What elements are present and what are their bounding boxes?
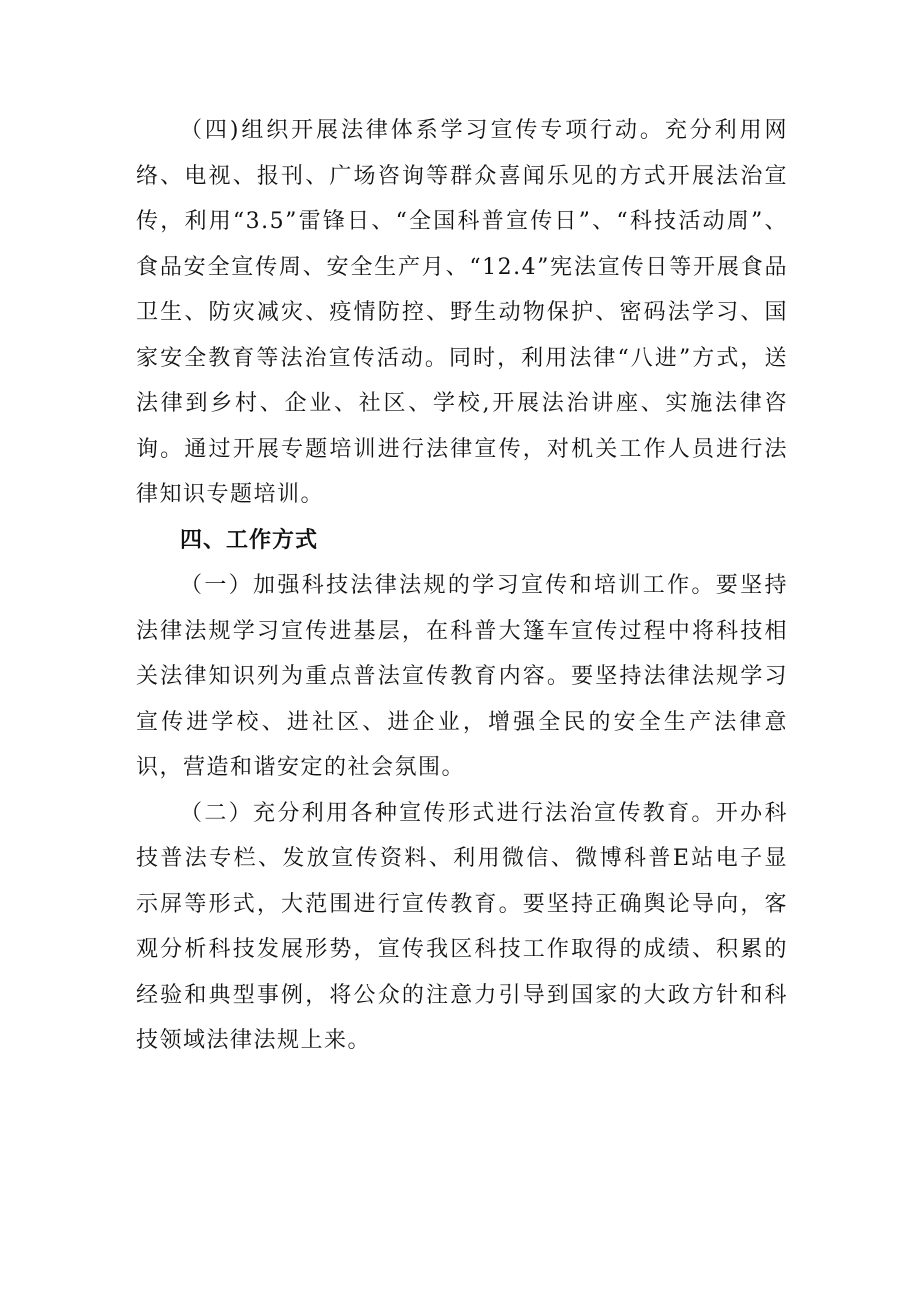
paragraph-training: （一）加强科技法律法规的学习宣传和培训工作。要坚持法律法规学习宣传进基层，在科普大篷车宣传过程中将科技相关法律知识列为重点普法宣传教育内容。要坚持法律法规学习宣传进学校、进社区、进企业，增强全民的安全生产法律意识，营造和谐安定的社会氛围。 bbox=[136, 573, 788, 780]
paragraph-legal-campaign: （四)组织开展法律体系学习宣传专项行动。充分利用网络、电视、报刊、广场咨询等群众喜闻乐见的方式开展法治宣传，利用“3.5”雷锋日、“全国科普宣传日”、“科技活动周”、食品安全宣传周、安全生产月、“12.4”宪法宣传日等开展食品卫生、防灾减灾、疫情防控、野生动物保护、密码法学习、国家安全教育等法治宣传活动。同时，利用法律“八进”方式，送法律到乡村、企业、社区、学校,开展法治讲座、实施法律咨询。通过开展专题培训进行法律宣传，对机关工作人员进行法律知识专题培训。 bbox=[136, 118, 788, 507]
section-heading: 四、工作方式 bbox=[180, 527, 319, 553]
document-body bbox=[136, 108, 788, 1064]
paragraph-publicity: （二）充分利用各种宣传形式进行法治宣传教育。开办科技普法专栏、发放宣传资料、利用微信、微博科普E站电子显示屏等形式，大范围进行宣传教育。要坚持正确舆论导向，客观分析科技发展形势，宣传我区科技工作取得的成绩、积累的经验和典型事例，将公众的注意力引导到国家的大政方针和科技领域法律法规上来。 bbox=[136, 800, 788, 1053]
